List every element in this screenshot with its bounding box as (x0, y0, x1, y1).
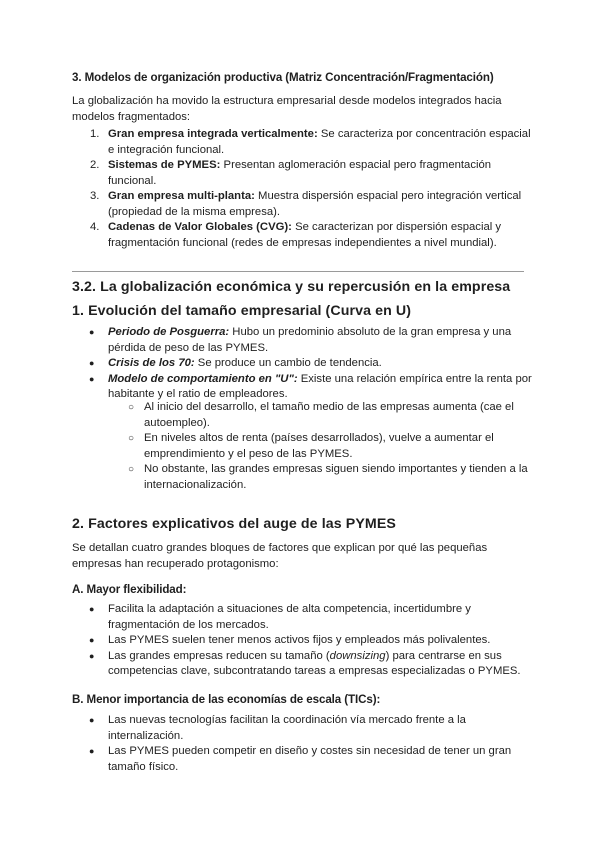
horizontal-divider (72, 271, 524, 272)
bullet-icon: ● (89, 373, 95, 384)
section-3-intro: La globalización ha movido la estructura empresarial desde modelos integrados hacia modelos fragmentados: (72, 95, 502, 123)
list-item: ● Las grandes empresas reducen su tamaño (downsizing) para centrarse en sus competencias clave, subcontratando tareas a empresas especializadas o PYMES. (89, 649, 521, 677)
circle-bullet-icon: ○ (128, 464, 135, 475)
list-item: ● Facilita la adaptación a situaciones de alta competencia, incertidumbre y fragmentación de los mercados. (89, 603, 471, 631)
list-item: 1. Gran empresa integrada verticalmente: Se caracteriza por concentración espacial e integración funcional. (90, 128, 531, 156)
circle-bullet-icon: ○ (128, 433, 135, 444)
bullet-icon: ● (89, 715, 95, 725)
list-item: ● Las PYMES pueden competir en diseño y costes sin necesidad de tener un gran tamaño físico. (89, 745, 512, 773)
bullet-icon: ● (89, 327, 95, 337)
subsection-2-intro: Se detallan cuatro grandes bloques de factores que explican por qué las pequeñas empresas han recuperado protagonismo: (72, 542, 488, 570)
list-item: ● Crisis de los 70: Se produce un cambio de tendencia. (72, 356, 532, 372)
organization-models-list (72, 127, 532, 251)
section-3-2-title: 3.2. La globalización económica y su repercusión en la empresa (72, 279, 511, 295)
list-item: 4. Cadenas de Valor Globales (CVG): Se caracterizan por dispersión espacial y fragmentación funcional (redes de empresas independientes a nivel mundial). (90, 221, 502, 249)
list-item: ○ No obstante, las grandes empresas siguen siendo importantes y tienden a la internacionalización. (128, 463, 528, 491)
list-item: ○ Al inicio del desarrollo, el tamaño medio de las empresas aumenta (cae el autoempleo). (128, 401, 514, 429)
list-item: ● Las nuevas tecnologías facilitan la coordinación vía mercado frente a la internalización. (89, 714, 466, 742)
list-item: ● Periodo de Posguerra: Hubo un predominio absoluto de la gran empresa y una pérdida de peso de las PYMES. (89, 326, 512, 354)
bullet-icon: ● (89, 650, 95, 661)
bullet-icon: ● (89, 358, 95, 368)
bullet-icon: ● (89, 635, 95, 645)
bullet-icon: ● (89, 746, 95, 756)
economies-of-scale-list (72, 713, 532, 775)
size-evolution-list (72, 325, 532, 403)
u-model-sublist (72, 400, 532, 493)
list-item: 3. Gran empresa multi-planta: Muestra dispersión espacial pero integración vertical (propiedad de la misma empresa). (90, 190, 522, 218)
subsection-1-title: 1. Evolución del tamaño empresarial (Curva en U) (72, 303, 412, 319)
list-item: ● Modelo de comportamiento en "U": Existe una relación empírica entre la renta por habitante y el ratio de empleadores. (89, 372, 532, 400)
subsection-2-title: 2. Factores explicativos del auge de las PYMES (72, 516, 396, 532)
bullet-icon: ● (89, 604, 95, 614)
list-item: ● Las PYMES suelen tener menos activos fijos y empleados más polivalentes. (72, 633, 532, 649)
section-3-heading: 3. Modelos de organización productiva (Matriz Concentración/Fragmentación) (72, 71, 494, 84)
list-item: 2. Sistemas de PYMES: Presentan aglomeración espacial pero fragmentación funcional. (90, 159, 492, 187)
list-item: ○ En niveles altos de renta (países desarrollados), vuelve a aumentar el emprendimiento y el peso de las PYMES. (128, 432, 494, 460)
block-b-heading: B. Menor importancia de las economías de escala (TICs): (72, 693, 381, 706)
block-a-heading: A. Mayor flexibilidad: (72, 583, 187, 596)
circle-bullet-icon: ○ (128, 402, 135, 413)
flexibility-list (72, 602, 532, 680)
